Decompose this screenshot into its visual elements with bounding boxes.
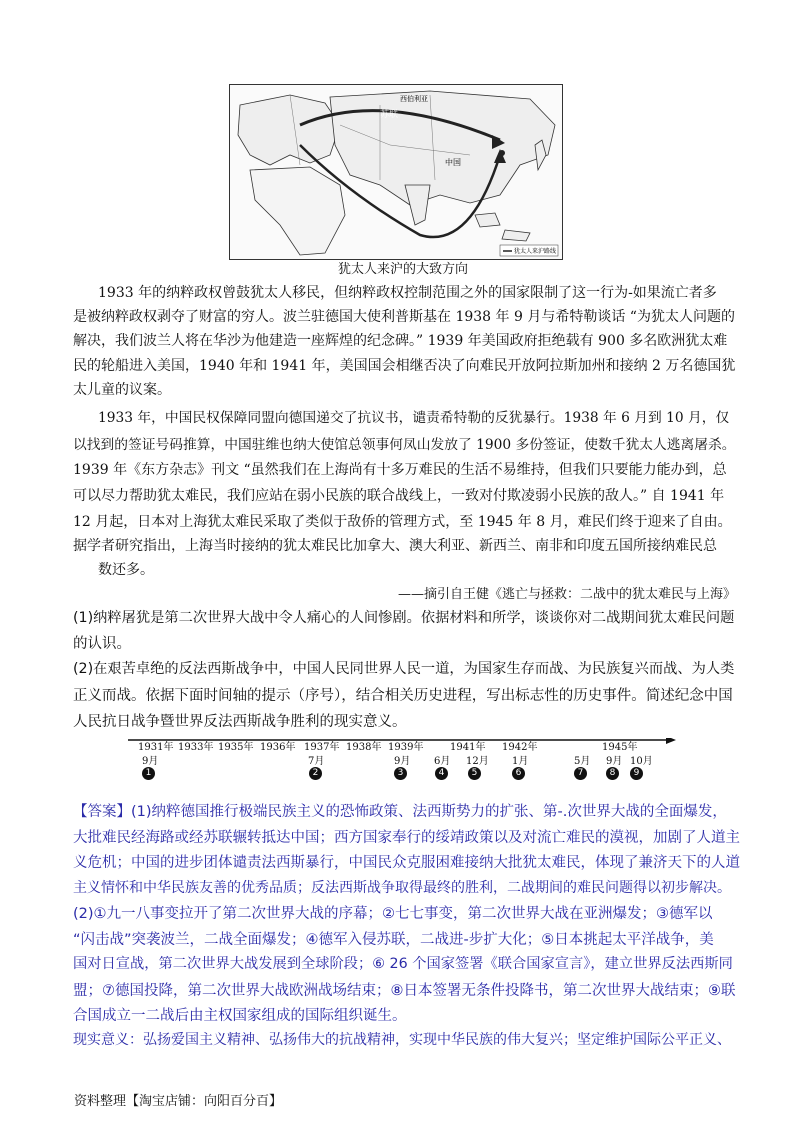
- timeline-year: 1935年: [218, 742, 254, 753]
- answer-tag: 【答案】: [73, 804, 131, 820]
- timeline-year: 1939年: [388, 742, 424, 753]
- material-line: 1933 年的纳粹政权曾鼓犹太人移民，但纳粹政权控制范围之外的国家限制了这一行为-如果流亡者多: [98, 285, 717, 301]
- map-label-siberia: 西伯利亚: [400, 95, 428, 103]
- timeline-marker: 9: [630, 767, 643, 780]
- timeline-marker: 2: [309, 767, 322, 780]
- timeline: [128, 738, 676, 784]
- answer-line: 盟；⑦德国投降，第二次世界大战欧洲战场结束；⑧日本签署无条件投降书，第二次世界大战结束；⑨联: [73, 983, 736, 999]
- timeline-month: 9月: [142, 756, 159, 767]
- material-line: 据学者研究指出，上海当时接纳的犹太难民比加拿大、澳大利亚、新西兰、南非和印度五国所接纳难民总: [73, 538, 717, 554]
- material-line: 12 月起，日本对上海犹太难民采取了类似于敌侨的管理方式，至 1945 年 8 月，难民们终于迎来了自由。: [73, 514, 732, 530]
- material-line: 以找到的签证号码推算，中国驻维也纳大使馆总领事何凤山发放了 1900 多份签证，使数千犹太人逃离屠杀。: [73, 437, 736, 453]
- answer-line: 合国成立一二战后由主权国家组成的国际组织诞生。: [73, 1008, 407, 1024]
- timeline-month: 1月: [512, 756, 529, 767]
- timeline-marker: 8: [606, 767, 619, 780]
- timeline-marker: 5: [468, 767, 481, 780]
- timeline-year: 1937年: [304, 742, 340, 753]
- material-line: 1939 年《东方杂志》刊文 “虽然我们在上海尚有十多万难民的生活不易维持，但我们只要能力能办到，总: [73, 462, 727, 478]
- timeline-month: 9月: [606, 756, 623, 767]
- material-source: ——摘引自王健《逃亡与拯救：二战中的犹太难民与上海》: [398, 587, 737, 602]
- material-line: 可以尽力帮助犹太难民，我们应站在弱小民族的联合战线上，一致对付欺凌弱小民族的敌人。” 自 1941 年: [73, 488, 725, 504]
- shanghai-marker: [499, 150, 505, 156]
- material-line: 解决，我们波兰人将在华沙为他建造一座辉煌的纪念碑。” 1939 年美国政府拒绝载有 900 多名欧洲犹太难: [73, 333, 728, 349]
- timeline-year: 1942年: [502, 742, 538, 753]
- answer-line: 主义情怀和中华民族友善的优秀品质；反法西斯战争取得最终的胜利，二战期间的难民问题得以初步解决。: [73, 880, 731, 896]
- material-line: 民的轮船进入美国，1940 年和 1941 年，美国国会相继否决了向难民开放阿拉斯加州和接纳 2 万名德国犹: [73, 358, 736, 374]
- timeline-marker: 7: [574, 767, 587, 780]
- timeline-marker: 1: [142, 767, 155, 780]
- answer-line: “闪击战”突袭波兰，二战全面爆发；④德军入侵苏联，二战进-步扩大化；⑤日本挑起太平洋战争，美: [73, 932, 714, 948]
- timeline-year: 1933年: [178, 742, 214, 753]
- timeline-month: 7月: [308, 756, 325, 767]
- answer-line: [73, 800, 727, 821]
- map-legend-label: 犹太人来沪路线: [514, 248, 557, 255]
- india-landmass: [405, 185, 430, 225]
- timeline-year: 1941年: [450, 742, 486, 753]
- timeline-month: 6月: [434, 756, 451, 767]
- map-figure: [230, 85, 562, 259]
- answer-line: 大批难民经海路或经苏联辗转抵达中国；西方国家奉行的绥靖政策以及对流亡难民的漠视，加剧了人道主: [73, 830, 740, 846]
- map-label-ussr: 苏联: [380, 110, 399, 120]
- timeline-year: 1931年: [138, 742, 174, 753]
- timeline-marker: 4: [435, 767, 448, 780]
- question-line: (2)在艰苦卓绝的反法西斯战争中，中国人民同世界人民一道，为国家生存而战、为民族复兴而战、为人类: [73, 661, 735, 677]
- answer-line: (2)①九一八事变拉开了第二次世界大战的序幕；②七七事变，第二次世界大战在亚洲爆发；③德军以: [73, 906, 713, 922]
- question-line: 的认识。: [73, 636, 131, 652]
- jewish-refugee-route-map: [229, 84, 563, 260]
- timeline-month: 12月: [466, 756, 489, 767]
- material-line: 数还多。: [98, 562, 154, 578]
- footer: 资料整理【淘宝店铺：向阳百分百】: [74, 1094, 283, 1109]
- answer-line: 国对日宣战，第二次世界大战发展到全球阶段；⑥ 26 个国家签署《联合国家宣言》，建立世界反法西斯同: [73, 956, 733, 972]
- timeline-marker: 6: [512, 767, 525, 780]
- timeline-marker: 3: [394, 767, 407, 780]
- material-line: 太儿童的议案。: [73, 382, 171, 398]
- question-line: 人民抗日战争暨世界反法西斯战争胜利的现实意义。: [73, 714, 407, 730]
- timeline-year: 1938年: [346, 742, 382, 753]
- map-label-china: 中国: [445, 158, 461, 167]
- map-caption: 犹太人来沪的大致方向: [338, 262, 469, 277]
- answer-line: 义危机；中国的进步团体谴责法西斯暴行，中国民众克服困难接纳大批犹太难民，体现了兼济天下的人道: [73, 855, 740, 871]
- answer-text: (1)纳粹德国推行极端民族主义的恐怖政策、法西斯势力的扩张、第-.次世界大战的全面爆发，: [131, 804, 727, 820]
- timeline-month: 10月: [630, 756, 653, 767]
- question-line: 正义而战。依据下面时间轴的提示（序号），结合相关历史进程，写出标志性的历史事件。简述纪念中国: [73, 688, 733, 704]
- europe-landmass: [238, 95, 340, 165]
- material-line: 1933 年，中国民权保障同盟向德国递交了抗议书，谴责希特勒的反犹暴行。1938 年 6 月到 10 月，仅: [98, 410, 730, 426]
- africa-landmass: [250, 167, 345, 255]
- material-line: 是被纳粹政权剥夺了财富的穷人。波兰驻德国大使利普斯基在 1938 年 9 月与希特勒谈话 “为犹太人问题的: [73, 309, 735, 325]
- question-line: (1)纳粹屠犹是第二次世界大战中令人痛心的人间惨剧。依据材料和所学，谈谈你对二战期间犹太难民问题: [73, 610, 735, 626]
- timeline-year: 1936年: [260, 742, 296, 753]
- asia-landmass: [330, 91, 555, 205]
- answer-line: 现实意义：弘扬爱国主义精神、弘扬伟大的抗战精神，实现中华民族的伟大复兴；坚定维护国际公平正义、: [73, 1032, 731, 1048]
- timeline-month: 9月: [394, 756, 411, 767]
- timeline-year: 1945年: [602, 742, 638, 753]
- sea-islands: [475, 213, 530, 241]
- timeline-month: 5月: [574, 756, 591, 767]
